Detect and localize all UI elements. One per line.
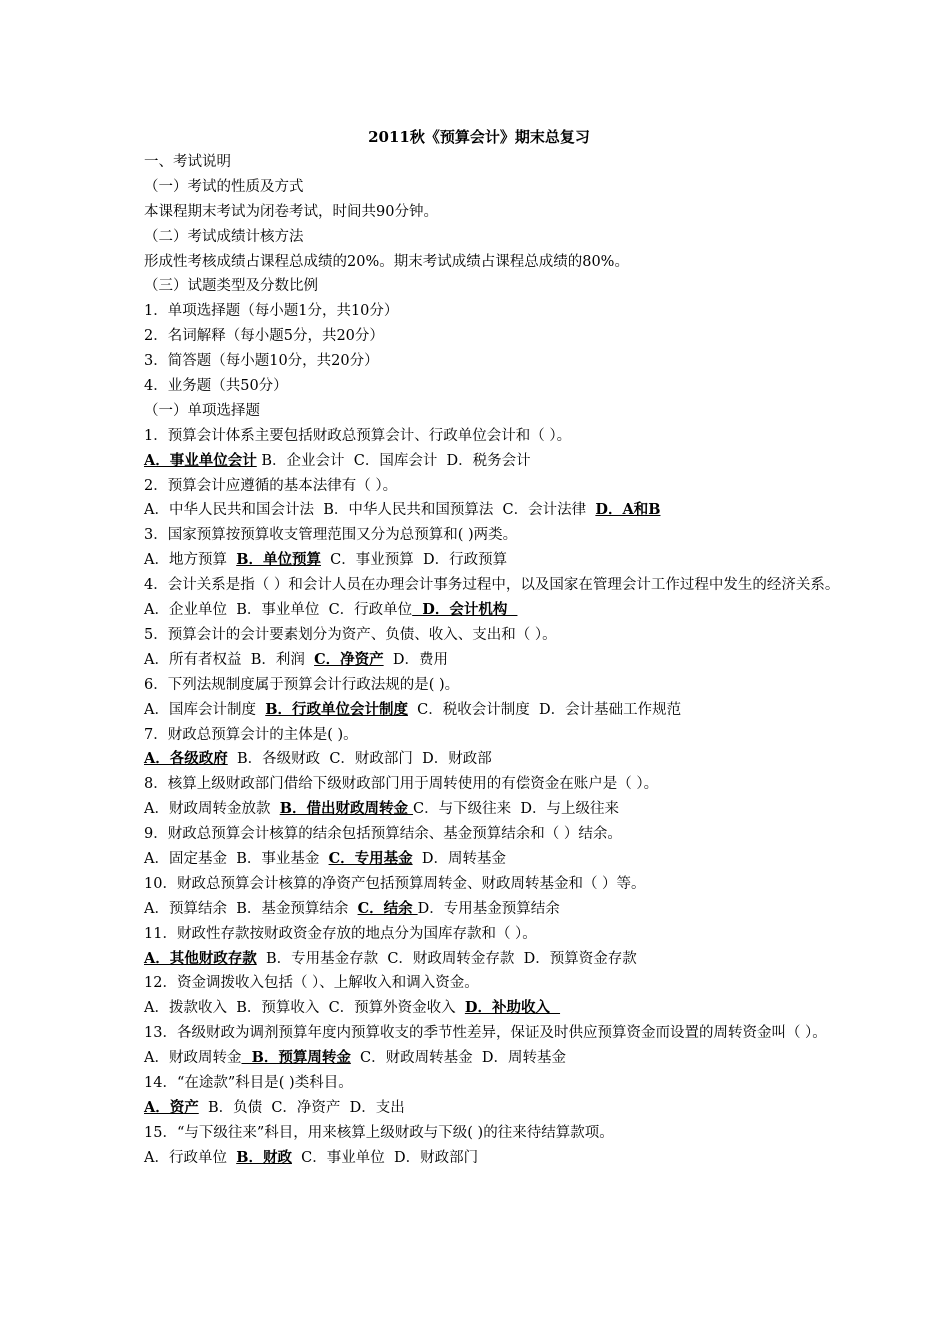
text-line bbox=[144, 1121, 814, 1146]
line-text: A．预算结余 B．基金预算结余 bbox=[144, 900, 358, 917]
document-body bbox=[144, 150, 840, 1171]
answer-text: D．补助收入 bbox=[464, 999, 561, 1017]
text-line bbox=[144, 922, 814, 947]
line-text: A．行政单位 bbox=[144, 1149, 237, 1166]
text-line bbox=[144, 250, 814, 275]
text-line bbox=[144, 523, 814, 548]
line-text: A．所有者权益 B．利润 bbox=[144, 651, 315, 668]
text-line bbox=[144, 648, 814, 673]
answer-text: B．单位预算 bbox=[236, 551, 321, 569]
text-line bbox=[144, 150, 814, 175]
line-text: D．周转基金 bbox=[412, 850, 506, 867]
line-text: 2．预算会计应遵循的基本法律有（ ）。 bbox=[144, 477, 398, 494]
answer-text: A．事业单位会计 bbox=[144, 451, 257, 469]
line-text: 15．“与下级往来”科目，用来核算上级财政与下级( )的往来待结算款项。 bbox=[144, 1124, 614, 1141]
text-line bbox=[144, 698, 814, 723]
text-line bbox=[144, 971, 814, 996]
text-line bbox=[144, 399, 814, 424]
line-text: 3．简答题（每小题10分，共20分） bbox=[144, 353, 379, 370]
answer-text: A．其他财政存款 bbox=[144, 949, 257, 967]
text-line bbox=[144, 1046, 814, 1071]
text-line bbox=[144, 175, 814, 200]
text-line bbox=[144, 1071, 814, 1096]
line-text: B．各级财政 C．财政部门 D．财政部 bbox=[227, 751, 492, 768]
answer-text: A．资产 bbox=[144, 1098, 199, 1116]
line-text: 11．财政性存款按财政资金存放的地点分为国库存款和（ ）。 bbox=[144, 925, 537, 942]
text-line bbox=[144, 772, 814, 797]
text-line bbox=[144, 947, 814, 972]
text-line bbox=[144, 449, 814, 474]
line-text: 5．预算会计的会计要素划分为资产、负债、收入、支出和（ ）。 bbox=[144, 626, 557, 643]
line-text: （三）试题类型及分数比例 bbox=[144, 278, 318, 295]
line-text: B．专用基金存款 C．财政周转金存款 D．预算资金存款 bbox=[256, 950, 637, 967]
text-line bbox=[144, 225, 814, 250]
line-text: A．中华人民共和国会计法 B．中华人民共和国预算法 C．会计法律 bbox=[144, 502, 596, 519]
text-line bbox=[144, 374, 814, 399]
text-line bbox=[144, 822, 814, 847]
text-line bbox=[144, 847, 814, 872]
text-line bbox=[144, 200, 814, 225]
line-text: A．国库会计制度 bbox=[144, 701, 266, 718]
line-text: C．事业预算 D．行政预算 bbox=[320, 552, 508, 569]
line-text: 2．名词解释（每小题5分，共20分） bbox=[144, 328, 384, 345]
document-title: 2011秋《预算会计》期末总复习 bbox=[368, 128, 590, 146]
line-text: 形成性考核成绩占课程总成绩的20%。期末考试成绩占课程总成绩的80%。 bbox=[144, 253, 629, 270]
line-text: 本课程期末考试为闭卷考试，时间共90分钟。 bbox=[144, 203, 438, 220]
text-line bbox=[144, 498, 814, 523]
line-text: 1．单项选择题（每小题1分，共10分） bbox=[144, 303, 399, 320]
line-text: D．费用 bbox=[383, 651, 448, 668]
line-text: （一）考试的性质及方式 bbox=[144, 178, 304, 195]
line-text: D．专用基金预算结余 bbox=[417, 900, 560, 917]
answer-text: B．预算周转金 bbox=[241, 1049, 351, 1067]
text-line bbox=[144, 573, 840, 598]
text-line bbox=[144, 598, 814, 623]
answer-text: D．A和B bbox=[595, 501, 661, 519]
text-line bbox=[144, 1096, 814, 1121]
line-text: （二）考试成绩计核方法 bbox=[144, 228, 304, 245]
line-text: A．财政周转金放款 bbox=[144, 801, 280, 818]
line-text: （一）单项选择题 bbox=[144, 402, 260, 419]
line-text: 8．核算上级财政部门借给下级财政部门用于周转使用的有偿资金在账户是（ ）。 bbox=[144, 776, 659, 793]
line-text: 9．财政总预算会计核算的结余包括预算结余、基金预算结余和（ ）结余。 bbox=[144, 826, 622, 843]
answer-text: C．结余 bbox=[357, 899, 418, 917]
text-line bbox=[144, 324, 814, 349]
text-line bbox=[144, 897, 814, 922]
text-line bbox=[144, 996, 814, 1021]
line-text: C．财政周转基金 D．周转基金 bbox=[350, 1050, 566, 1067]
line-text: B．负债 C．净资产 D．支出 bbox=[198, 1099, 405, 1116]
text-line bbox=[144, 623, 814, 648]
answer-text: A．各级政府 bbox=[144, 750, 228, 768]
text-line bbox=[144, 349, 814, 374]
answer-text: C．专用基金 bbox=[328, 849, 413, 867]
line-text: 13．各级财政为调剂预算年度内预算收支的季节性差异，保证及时供应预算资金而设置的周转资金叫（ ）。 bbox=[144, 1025, 827, 1042]
answer-text: D．会计机构 bbox=[412, 601, 518, 619]
text-line bbox=[144, 548, 814, 573]
text-line bbox=[144, 797, 814, 822]
line-text: 4．会计关系是指（ ）和会计人员在办理会计事务过程中，以及国家在管理会计工作过程中发生的经济关系。 bbox=[144, 577, 840, 594]
text-line bbox=[144, 723, 814, 748]
text-line bbox=[144, 424, 814, 449]
text-line bbox=[144, 1021, 827, 1046]
line-text: A．固定基金 B．事业基金 bbox=[144, 850, 329, 867]
text-line bbox=[144, 274, 814, 299]
line-text: C．与下级往来 D．与上级往来 bbox=[413, 801, 619, 818]
line-text: 4．业务题（共50分） bbox=[144, 378, 288, 395]
line-text: C．事业单位 D．财政部门 bbox=[291, 1149, 479, 1166]
line-text: 6．下列法规制度属于预算会计行政法规的是( )。 bbox=[144, 676, 460, 693]
line-text: A．地方预算 bbox=[144, 552, 237, 569]
line-text: 7．财政总预算会计的主体是( )。 bbox=[144, 726, 358, 743]
text-line bbox=[144, 1146, 814, 1171]
line-text: 3．国家预算按预算收支管理范围又分为总预算和( )两类。 bbox=[144, 527, 518, 544]
line-text: 10．财政总预算会计核算的净资产包括预算周转金、财政周转基金和（ ）等。 bbox=[144, 875, 646, 892]
document-page bbox=[144, 124, 840, 1171]
answer-text: B．财政 bbox=[236, 1148, 292, 1166]
line-text: B．企业会计 C．国库会计 D．税务会计 bbox=[256, 452, 531, 469]
answer-text: B．借出财政周转金 bbox=[279, 800, 414, 818]
text-line bbox=[144, 747, 814, 772]
line-text: 一、考试说明 bbox=[144, 154, 231, 170]
line-text: A．企业单位 B．事业单位 C．行政单位 bbox=[144, 602, 413, 619]
line-text: A．财政周转金 bbox=[144, 1050, 242, 1067]
text-line bbox=[144, 673, 814, 698]
answer-text: C．净资产 bbox=[314, 650, 384, 668]
line-text: C．税收会计制度 D．会计基础工作规范 bbox=[407, 701, 682, 718]
text-line bbox=[144, 299, 814, 324]
line-text: 1．预算会计体系主要包括财政总预算会计、行政单位会计和（ ）。 bbox=[144, 427, 572, 444]
line-text: A．拨款收入 B．预算收入 C．预算外资金收入 bbox=[144, 1000, 465, 1017]
text-line bbox=[144, 872, 814, 897]
line-text: 14．“在途款”科目是( )类科目。 bbox=[144, 1074, 353, 1091]
answer-text: B．行政单位会计制度 bbox=[265, 700, 408, 718]
text-line bbox=[144, 474, 814, 499]
line-text: 12．资金调拨收入包括（ ）、上解收入和调入资金。 bbox=[144, 975, 479, 992]
